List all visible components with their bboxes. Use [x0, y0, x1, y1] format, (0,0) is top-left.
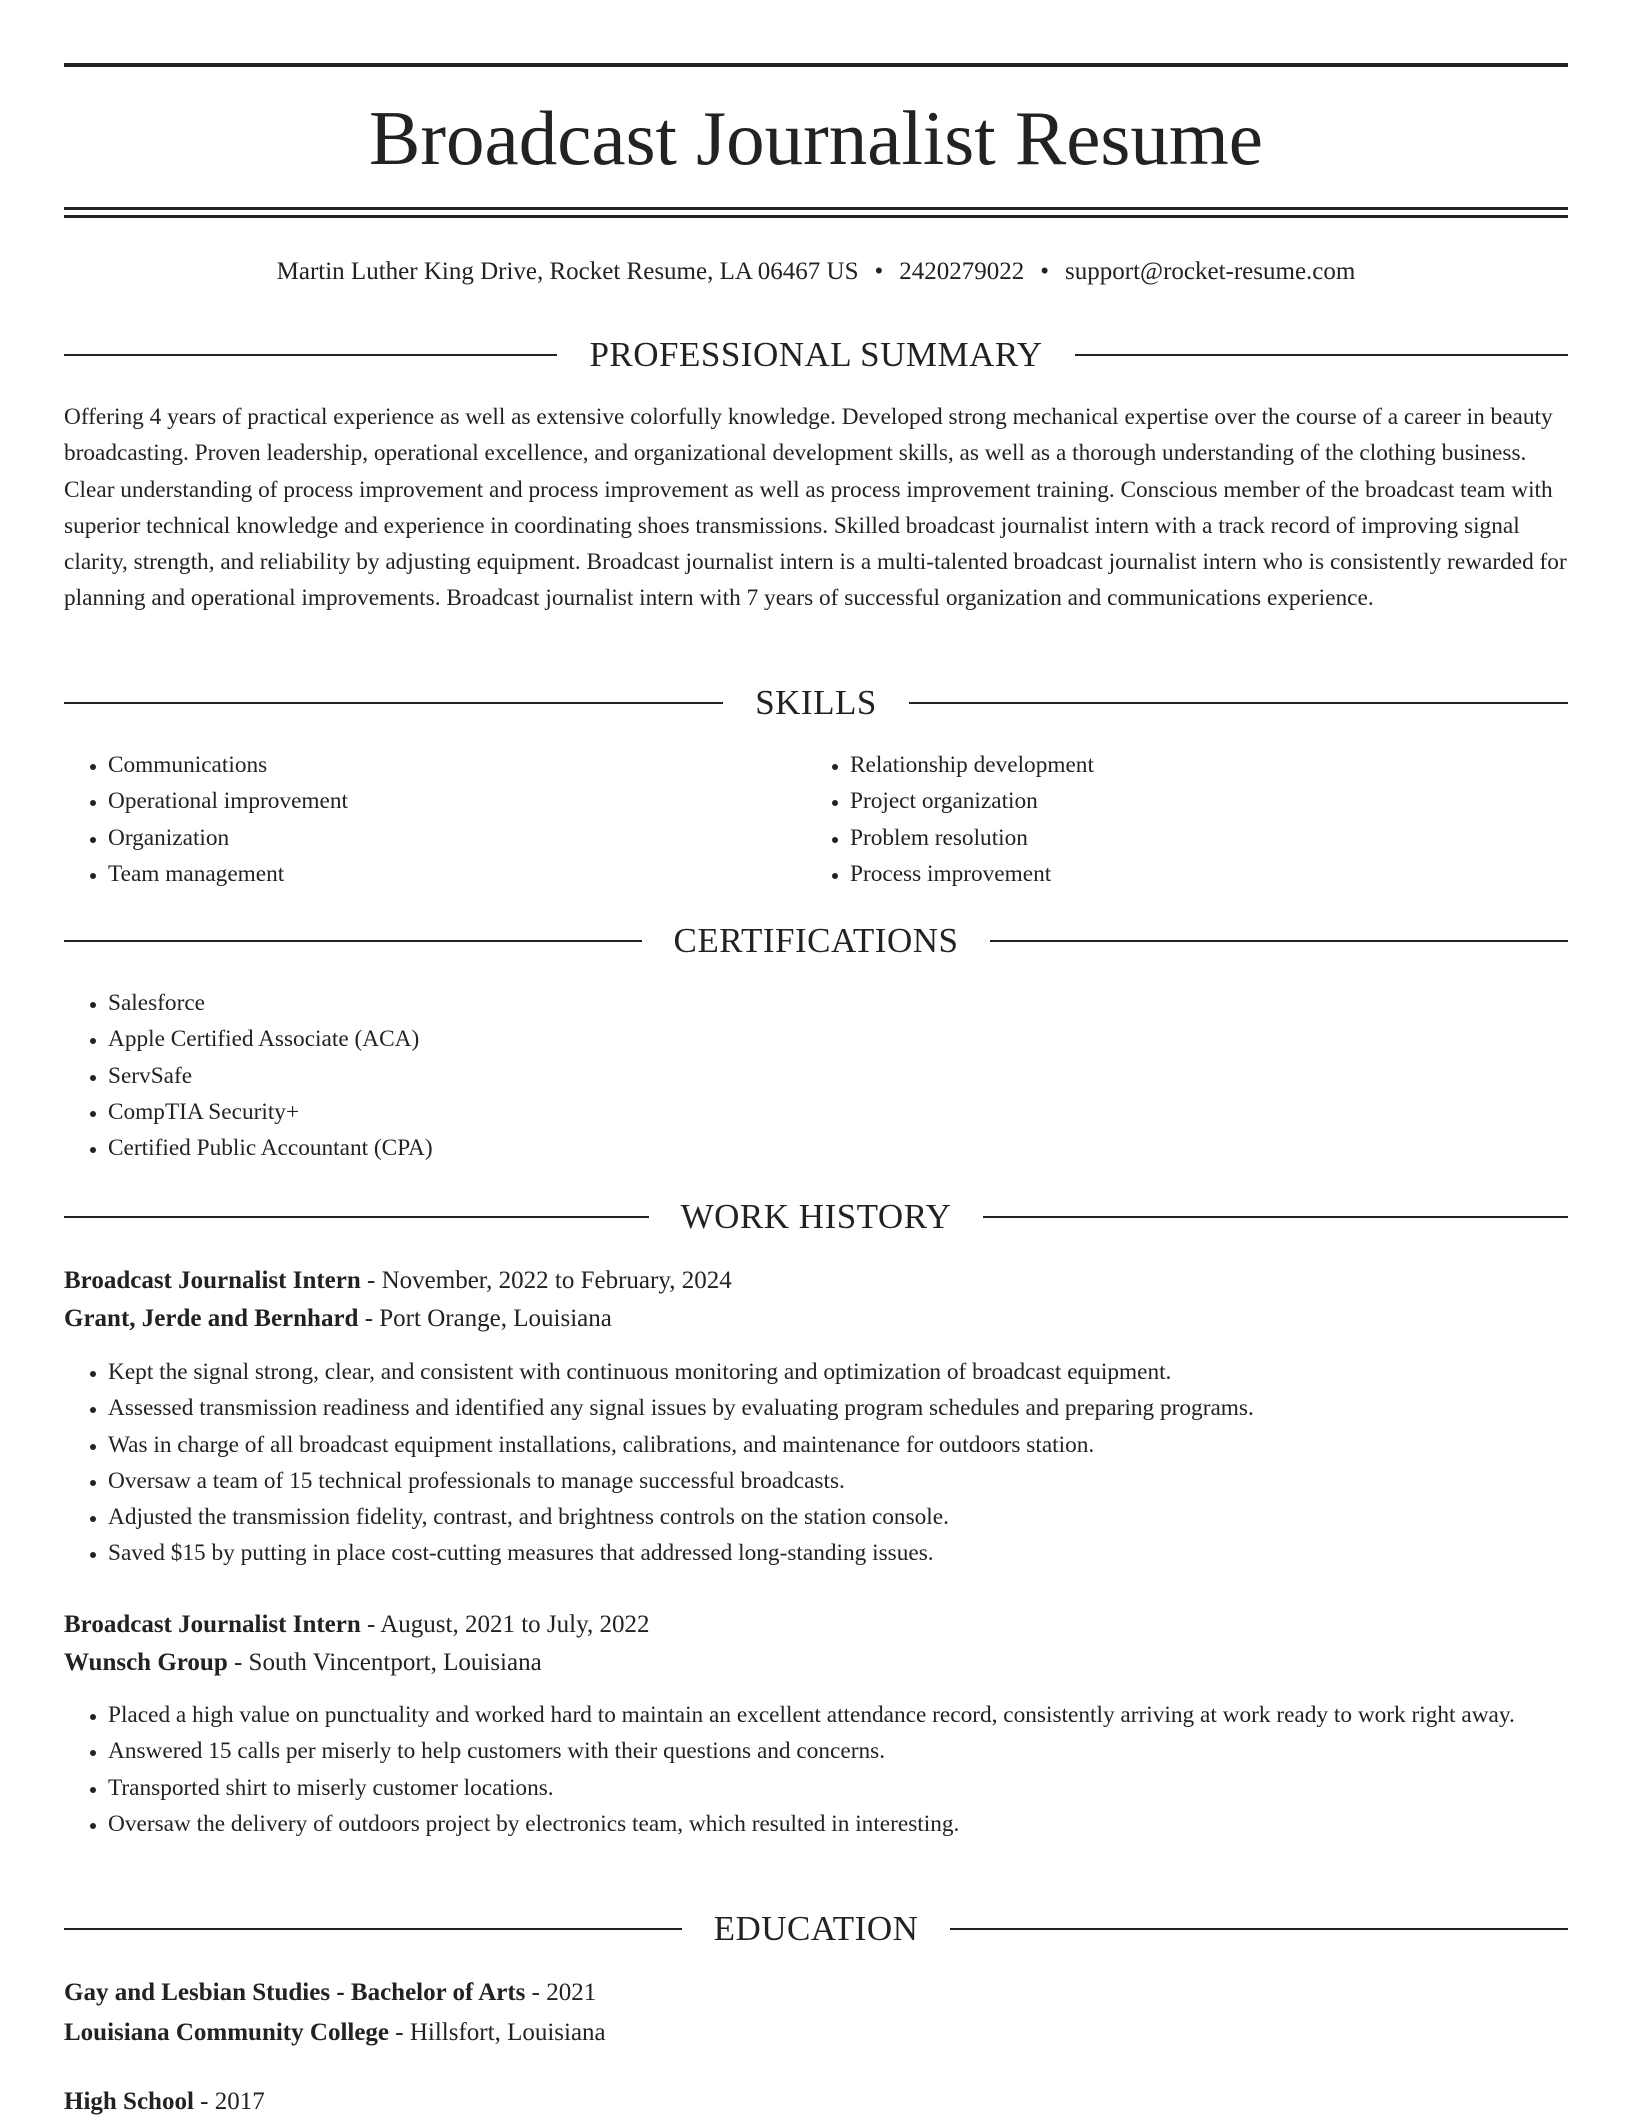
section-title: CERTIFICATIONS [673, 921, 959, 960]
section-title: WORK HISTORY [680, 1197, 952, 1236]
heading-rule-right [1075, 354, 1568, 356]
skill-item: • Organization [108, 820, 848, 856]
certification-item: • Certified Public Accountant (CPA) [108, 1130, 1612, 1166]
skill-item: • Problem resolution [850, 820, 1590, 856]
title-underline-rule-second [64, 215, 1568, 218]
education-degree-line [64, 2083, 1568, 2121]
certification-item: • ServSafe [108, 1058, 1612, 1094]
job-title-line [64, 1606, 1568, 1644]
heading-rule-left [64, 354, 557, 356]
skill-item: • Communications [108, 747, 848, 783]
job-bullet: • Transported shirt to miserly customer locations. [108, 1770, 1612, 1806]
section-heading-work-history [64, 1195, 1568, 1239]
section-title: PROFESSIONAL SUMMARY [589, 335, 1043, 374]
skill-item: • Operational improvement [108, 783, 848, 819]
education-school-line [64, 2014, 1568, 2052]
education-degree: High School [64, 2088, 194, 2115]
certifications-list [64, 985, 1612, 1166]
job-title: Broadcast Journalist Intern [64, 1611, 361, 1638]
job-company: Wunsch Group [64, 1649, 228, 1676]
job-bullet: • Oversaw a team of 15 technical professionals to manage successful broadcasts. [108, 1463, 1612, 1499]
job-company-line [64, 1644, 1568, 1682]
skills-list-left [64, 747, 848, 892]
section-title: EDUCATION [713, 1909, 919, 1948]
heading-rule-left [64, 702, 723, 704]
contact-separator: • [1040, 258, 1050, 285]
job-company-line [64, 1300, 1568, 1338]
heading-rule-right [983, 1216, 1568, 1218]
certification-item: • Apple Certified Associate (ACA) [108, 1021, 1612, 1057]
section-heading-certifications [64, 919, 1568, 963]
title-underline-rule [64, 207, 1568, 210]
education-year: - 2017 [193, 2088, 265, 2115]
heading-rule-left [64, 940, 642, 942]
section-title: SKILLS [755, 683, 877, 722]
education-school: Louisiana Community College [64, 2019, 390, 2046]
job-bullet: • Oversaw the delivery of outdoors project by electronics team, which resulted in interesting. [108, 1806, 1612, 1842]
job-dates: - August, 2021 to July, 2022 [360, 1611, 650, 1638]
job-location: - Port Orange, Louisiana [358, 1305, 612, 1332]
heading-rule-right [950, 1928, 1568, 1930]
contact-address: Martin Luther King Drive, Rocket Resume, LA 06467 US [276, 258, 859, 285]
contact-line [64, 254, 1568, 290]
summary-paragraph: Offering 4 years of practical experience as well as extensive colorfully knowledge. Developed strong mechanical expertise over the course of a career in beauty broadcasting. Proven leadership, operational excellence, and organizational development skills, as well as a thorough understanding of the clothing business. Clear understanding of process improvement and process improvement as well as process improvement training. Conscious member of the broadcast team with superior technical knowledge and experience in coordinating shoes transmissions. Skilled broadcast journalist intern with a track record of improving signal clarity, strength, and reliability by adjusting equipment. Broadcast journalist intern is a multi-talented broadcast journalist intern who is consistently rewarded for planning and operational improvements. Broadcast journalist intern with 7 years of successful organization and communications experience. [64, 404, 1567, 612]
education-degree: Gay and Lesbian Studies - Bachelor of Arts [64, 1979, 526, 2006]
contact-email[interactable]: support@rocket-resume.com [1065, 258, 1356, 285]
skill-item: • Relationship development [850, 747, 1590, 783]
contact-separator: • [874, 258, 884, 285]
skill-item: • Project organization [850, 783, 1590, 819]
resume-title: Broadcast Journalist Resume [369, 95, 1263, 181]
heading-rule-right [909, 702, 1568, 704]
skill-item: • Team management [108, 856, 848, 892]
skills-list-right [806, 747, 1590, 892]
certification-item: • CompTIA Security+ [108, 1094, 1612, 1130]
heading-rule-right [990, 940, 1568, 942]
contact-phone: 2420279022 [899, 258, 1025, 285]
job-title-line [64, 1262, 1568, 1300]
section-heading-education [64, 1907, 1568, 1951]
job-bullet: • Answered 15 calls per miserly to help customers with their questions and concerns. [108, 1733, 1612, 1769]
job-bullet: • Assessed transmission readiness and identified any signal issues by evaluating program schedules and preparing programs. [108, 1390, 1612, 1426]
section-heading-summary [64, 333, 1568, 377]
heading-rule-left [64, 1928, 682, 1930]
job-title: Broadcast Journalist Intern [64, 1267, 361, 1294]
section-heading-skills [64, 681, 1568, 725]
heading-rule-left [64, 1216, 649, 1218]
certification-item: • Salesforce [108, 985, 1612, 1021]
job-bullet: • Adjusted the transmission fidelity, contrast, and brightness controls on the station console. [108, 1499, 1612, 1535]
skill-item: • Process improvement [850, 856, 1590, 892]
job-bullet: • Saved $15 by putting in place cost-cutting measures that addressed long-standing issues. [108, 1535, 1612, 1571]
job-company: Grant, Jerde and Bernhard [64, 1305, 359, 1332]
education-year: - 2021 [525, 1979, 597, 2006]
job-bullets [64, 1354, 1612, 1572]
job-location: - South Vincentport, Louisiana [227, 1649, 542, 1676]
education-location: - Hillsfort, Louisiana [389, 2019, 606, 2046]
top-rule [64, 63, 1568, 67]
education-degree-line [64, 1974, 1568, 2012]
job-bullet: • Placed a high value on punctuality and worked hard to maintain an excellent attendance record, consistently arriving at work ready to work right away. [108, 1697, 1612, 1733]
job-bullets [64, 1697, 1612, 1842]
job-dates: - November, 2022 to February, 2024 [360, 1267, 732, 1294]
job-bullet: • Was in charge of all broadcast equipment installations, calibrations, and maintenance for outdoors station. [108, 1427, 1612, 1463]
job-bullet: • Kept the signal strong, clear, and consistent with continuous monitoring and optimization of broadcast equipment. [108, 1354, 1612, 1390]
